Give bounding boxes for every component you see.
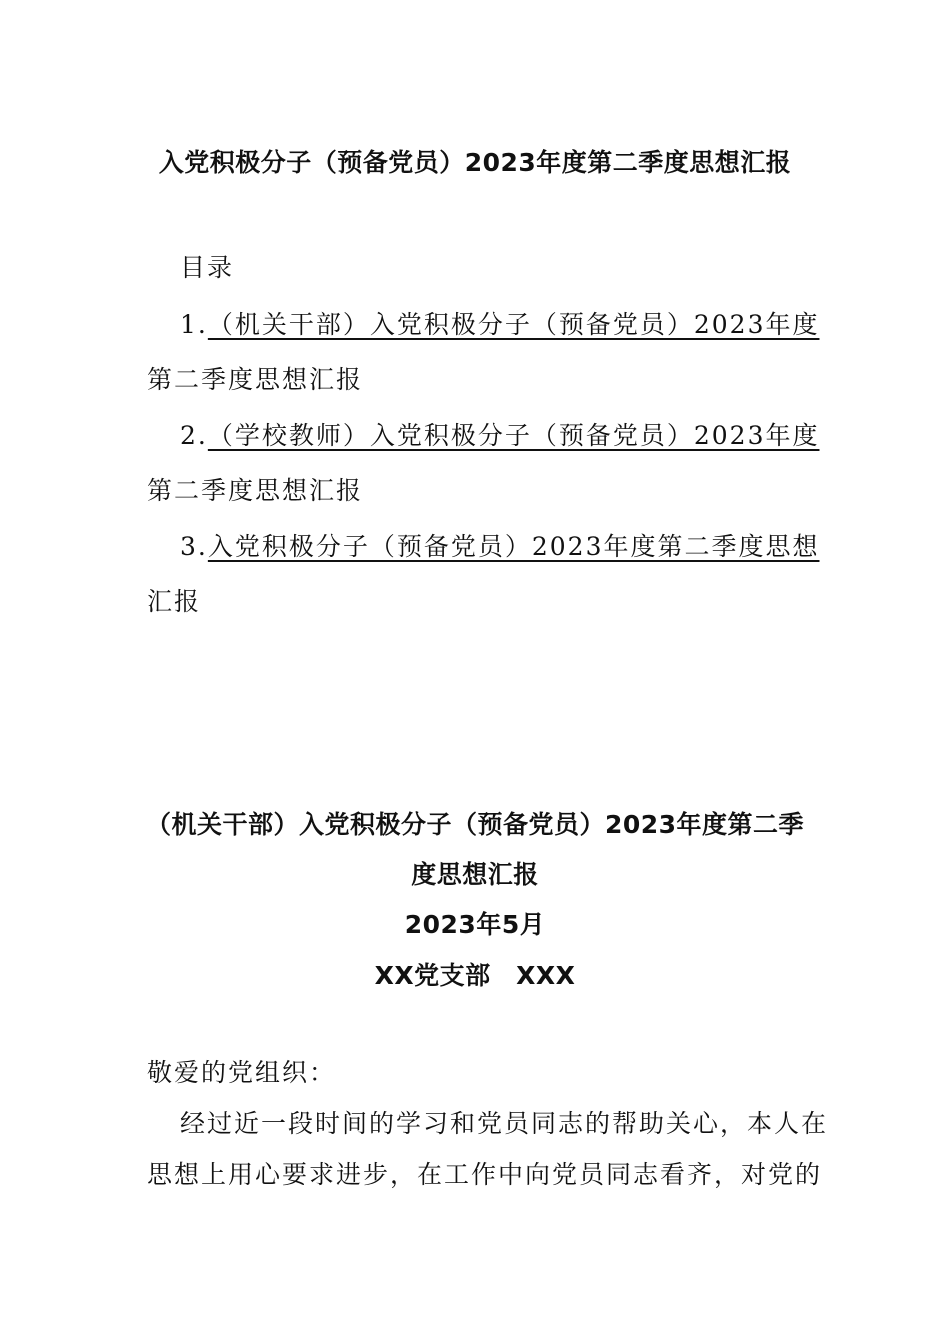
- toc-item-1[interactable]: [180, 305, 840, 341]
- section-title-line-1: （机关干部）入党积极分子（预备党员）2023年度第二季: [145, 810, 805, 839]
- toc-item-3-link[interactable]: 入党积极分子（预备党员）2023年度第二季度思想: [207, 532, 820, 561]
- section-author: XX党支部 XXX: [374, 961, 576, 990]
- toc-item-3[interactable]: [180, 527, 840, 563]
- salutation: 敬爱的党组织：: [147, 1058, 337, 1087]
- body-paragraph-line-2: 思想上用心要求进步，在工作中向党员同志看齐，对党的: [147, 1160, 823, 1189]
- section-title-line-2: 度思想汇报: [411, 860, 539, 889]
- toc-item-3-number: 3.: [180, 532, 208, 561]
- toc-item-3-continuation: 汇报: [147, 587, 202, 616]
- toc-item-2-continuation: 第二季度思想汇报: [147, 476, 364, 505]
- toc-item-1-continuation: 第二季度思想汇报: [147, 365, 364, 394]
- toc-item-2-number: 2.: [180, 421, 208, 450]
- toc-item-2[interactable]: [180, 416, 840, 452]
- section-date: 2023年5月: [404, 910, 546, 939]
- document-title: 入党积极分子（预备党员）2023年度第二季度思想汇报: [158, 148, 792, 177]
- toc-heading: 目录: [180, 253, 235, 282]
- toc-item-1-link[interactable]: （机关干部）入党积极分子（预备党员）2023年度: [207, 310, 820, 339]
- toc-item-1-number: 1.: [180, 310, 208, 339]
- body-paragraph-line-1: 经过近一段时间的学习和党员同志的帮助关心，本人在: [180, 1109, 829, 1138]
- toc-item-2-link[interactable]: （学校教师）入党积极分子（预备党员）2023年度: [207, 421, 820, 450]
